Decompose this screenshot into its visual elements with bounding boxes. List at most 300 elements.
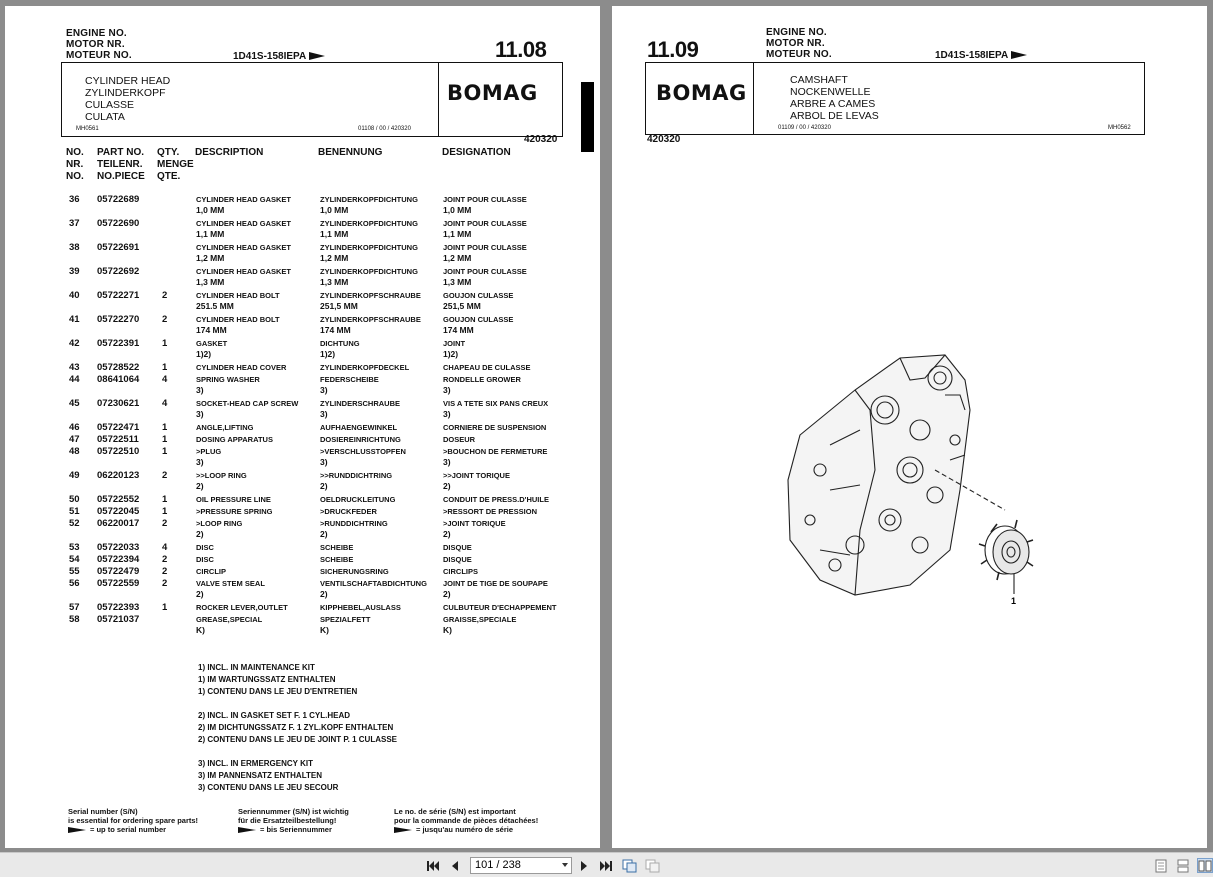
benennung-line: ZYLINDERKOPFDICHTUNG: [320, 267, 418, 276]
designation: [443, 554, 593, 565]
benennung: [320, 506, 445, 517]
single-page-view-button[interactable]: [1154, 858, 1168, 873]
description: [196, 266, 321, 288]
benennung: [320, 218, 445, 240]
designation: [443, 242, 593, 264]
part-number: 05722690: [97, 218, 140, 229]
fit-page-button[interactable]: [645, 858, 661, 873]
benennung-line: ZYLINDERKOPFDICHTUNG: [320, 219, 418, 228]
designation-line: CHAPEAU DE CULASSE: [443, 363, 531, 372]
designation-detail: 3): [443, 457, 451, 467]
part-number: 05721037: [97, 614, 140, 625]
row-number: 36: [69, 194, 80, 205]
designation-detail: 174 MM: [443, 325, 474, 335]
designation-line: JOINT POUR CULASSE: [443, 267, 527, 276]
section-title: CAMSHAFT NOCKENWELLE ARBRE A CAMES ARBOL DE LEVAS: [790, 74, 879, 122]
benennung-detail: 2): [320, 529, 328, 539]
description-detail: 1,0 MM: [196, 205, 225, 215]
chevron-down-icon[interactable]: [562, 863, 568, 867]
part-number: 05728522: [97, 362, 140, 373]
prev-page-icon: [450, 860, 460, 872]
designation-detail: 2): [443, 481, 451, 491]
copy-page-button[interactable]: [622, 858, 638, 873]
drawing-id: MH0561: [76, 126, 99, 132]
description: [196, 470, 321, 492]
description-line: DOSING APPARATUS: [196, 435, 273, 444]
part-number: 05722393: [97, 602, 140, 613]
designation-line: CIRCLIPS: [443, 567, 479, 576]
ref-number: 420320: [524, 134, 558, 145]
engine-labels: ENGINE NO. MOTOR NR. MOTEUR NO.: [66, 28, 132, 61]
description: [196, 554, 321, 565]
benennung-line: ZYLINDERKOPFSCHRAUBE: [320, 315, 421, 324]
benennung: [320, 266, 445, 288]
engine-labels: ENGINE NO. MOTOR NR. MOTEUR NO.: [766, 27, 832, 60]
description-detail: 2): [196, 589, 204, 599]
description-line: CYLINDER HEAD BOLT: [196, 315, 280, 324]
designation-line: JOINT POUR CULASSE: [443, 195, 527, 204]
designation-line: JOINT POUR CULASSE: [443, 243, 527, 252]
designation-line: DISQUE: [443, 555, 472, 564]
benennung-line: >VERSCHLUSSTOPFEN: [320, 447, 406, 456]
designation-detail: 3): [443, 385, 451, 395]
designation: [443, 578, 593, 600]
row-number: 54: [69, 554, 80, 565]
benennung: [320, 554, 445, 565]
part-number: 07230621: [97, 398, 140, 409]
last-page-icon: [599, 860, 613, 872]
arrow-right-icon: [238, 827, 256, 833]
benennung-detail: K): [320, 625, 329, 635]
designation-line: RONDELLE GROWER: [443, 375, 521, 384]
description: [196, 338, 321, 360]
row-number: 39: [69, 266, 80, 277]
quantity: 4: [162, 398, 168, 409]
description-line: VALVE STEM SEAL: [196, 579, 265, 588]
designation-line: GRAISSE,SPECIALE: [443, 615, 517, 624]
designation-detail: 1)2): [443, 349, 459, 359]
designation: [443, 542, 593, 553]
benennung: [320, 578, 445, 600]
description: [196, 506, 321, 517]
box-divider: [438, 63, 439, 136]
engine-code: 1D41S-158IEPA: [233, 51, 325, 62]
designation: [443, 566, 593, 577]
benennung: [320, 494, 445, 505]
next-page-icon: [579, 860, 589, 872]
quantity: 1: [162, 446, 168, 457]
first-page-icon: [426, 860, 440, 872]
designation-line: CONDUIT DE PRESS.D'HUILE: [443, 495, 549, 504]
two-page-icon: [1198, 860, 1212, 872]
description-detail: 1,3 MM: [196, 277, 225, 287]
description-line: DISC: [196, 555, 214, 564]
first-page-button[interactable]: [426, 858, 440, 873]
benennung: [320, 566, 445, 577]
description-line: >PLUG: [196, 447, 222, 456]
description-detail: 174 MM: [196, 325, 227, 335]
description-line: CIRCLIP: [196, 567, 226, 576]
benennung: [320, 194, 445, 216]
designation: [443, 362, 593, 373]
description: [196, 194, 321, 216]
benennung-line: FEDERSCHEIBE: [320, 375, 379, 384]
description-line: >PRESSURE SPRING: [196, 507, 273, 516]
description-line: OIL PRESSURE LINE: [196, 495, 271, 504]
col-head-designation: DESIGNATION: [442, 147, 511, 158]
row-number: 37: [69, 218, 80, 229]
part-number: 05722691: [97, 242, 140, 253]
description: [196, 614, 321, 636]
designation-line: >RESSORT DE PRESSION: [443, 507, 537, 516]
description: [196, 434, 321, 445]
quantity: 1: [162, 602, 168, 613]
description: [196, 602, 321, 613]
copy-icon: [622, 859, 638, 873]
row-number: 40: [69, 290, 80, 301]
description: [196, 566, 321, 577]
part-number: 05722033: [97, 542, 140, 553]
benennung: [320, 542, 445, 553]
box-divider: [753, 63, 754, 134]
arrow-right-icon: [394, 827, 412, 833]
part-number: 05722552: [97, 494, 140, 505]
part-number: 05722479: [97, 566, 140, 577]
designation-line: VIS A TETE SIX PANS CREUX: [443, 399, 549, 408]
designation-line: JOINT: [443, 339, 466, 348]
designation-detail: 1,1 MM: [443, 229, 472, 239]
designation: [443, 518, 593, 540]
benennung-line: ZYLINDERKOPFDICHTUNG: [320, 195, 418, 204]
benennung-line: SCHEIBE: [320, 543, 354, 552]
quantity: 2: [162, 470, 168, 481]
part-number: 05722391: [97, 338, 140, 349]
quantity: 2: [162, 554, 168, 565]
benennung-line: ZYLINDERKOPFSCHRAUBE: [320, 291, 421, 300]
benennung-detail: 1,3 MM: [320, 277, 349, 287]
designation: [443, 266, 593, 288]
designation: [443, 290, 593, 312]
benennung: [320, 338, 445, 360]
designation: [443, 470, 593, 492]
col-head-benennung: BENENNUNG: [318, 147, 383, 158]
benennung-detail: 251,5 MM: [320, 301, 358, 311]
part-number: 05722510: [97, 446, 140, 457]
description-line: GASKET: [196, 339, 228, 348]
designation: [443, 218, 593, 240]
benennung-detail: 3): [320, 385, 328, 395]
viewer-toolbar: [0, 852, 1213, 877]
row-number: 45: [69, 398, 80, 409]
part-number: 08641064: [97, 374, 140, 385]
description-detail: 251.5 MM: [196, 301, 234, 311]
description-line: >LOOP RING: [196, 519, 243, 528]
row-number: 51: [69, 506, 80, 517]
description-line: CYLINDER HEAD GASKET: [196, 243, 292, 252]
engine-code: 1D41S-158IEPA: [935, 50, 1027, 61]
part-number: 05722394: [97, 554, 140, 565]
part-number: 05722692: [97, 266, 140, 277]
part-number: 05722471: [97, 422, 140, 433]
description: [196, 374, 321, 396]
designation-line: CORNIERE DE SUSPENSION: [443, 423, 547, 432]
benennung-detail: 1,0 MM: [320, 205, 349, 215]
designation-line: >>JOINT TORIQUE: [443, 471, 510, 480]
designation-line: CULBUTEUR D'ECHAPPEMENT: [443, 603, 557, 612]
quantity: 2: [162, 578, 168, 589]
quantity: 1: [162, 506, 168, 517]
quantity: 1: [162, 434, 168, 445]
designation: [443, 614, 593, 636]
description-detail: 1,2 MM: [196, 253, 225, 263]
designation-line: >BOUCHON DE FERMETURE: [443, 447, 548, 456]
benennung-line: SPEZIALFETT: [320, 615, 371, 624]
description-line: CYLINDER HEAD GASKET: [196, 195, 292, 204]
benennung: [320, 374, 445, 396]
description: [196, 398, 321, 420]
footer-german: Seriennummer (S/N) ist wichtig für die Ersatzteilbestellung! = bis Seriennummer: [238, 807, 349, 834]
drawing-id: MH0562: [1108, 125, 1131, 131]
benennung: [320, 422, 445, 433]
benennung-detail: 1,1 MM: [320, 229, 349, 239]
col-head-part: PART NO. TEILENR. NO.PIECE: [97, 147, 145, 182]
designation-detail: 1,3 MM: [443, 277, 472, 287]
arrow-right-icon: [309, 52, 325, 60]
description-detail: 3): [196, 457, 204, 467]
benennung-line: KIPPHEBEL,AUSLASS: [320, 603, 401, 612]
benennung-line: SICHERUNGSRING: [320, 567, 389, 576]
designation-detail: 1,0 MM: [443, 205, 472, 215]
benennung-line: VENTILSCHAFTABDICHTUNG: [320, 579, 427, 588]
part-number: 05722511: [97, 434, 139, 445]
benennung: [320, 314, 445, 336]
description-detail: 1)2): [196, 349, 212, 359]
benennung: [320, 446, 445, 468]
two-page-view-button[interactable]: [1197, 858, 1213, 873]
designation: [443, 494, 593, 505]
col-head-description: DESCRIPTION: [195, 147, 264, 158]
arrow-right-icon: [68, 827, 86, 833]
designation-detail: 2): [443, 529, 451, 539]
benennung-line: ZYLINDERKOPFDECKEL: [320, 363, 410, 372]
callout-1: 1: [1011, 596, 1017, 606]
designation-line: GOUJON CULASSE: [443, 291, 514, 300]
benennung-detail: 1)2): [320, 349, 336, 359]
designation: [443, 338, 593, 360]
description-line: DISC: [196, 543, 214, 552]
description-detail: K): [196, 625, 205, 635]
continuous-view-button[interactable]: [1176, 858, 1190, 873]
col-head-no: NO. NR. NO.: [66, 147, 84, 182]
benennung: [320, 242, 445, 264]
title-box: [61, 62, 563, 137]
designation: [443, 446, 593, 468]
part-number: 05722559: [97, 578, 140, 589]
designation-line: JOINT DE TIGE DE SOUPAPE: [443, 579, 548, 588]
designation-line: >JOINT TORIQUE: [443, 519, 506, 528]
designation: [443, 422, 593, 433]
row-number: 57: [69, 602, 80, 613]
benennung-detail: 1,2 MM: [320, 253, 349, 263]
page-number-field[interactable]: 101 / 238: [470, 857, 572, 874]
footer-french: Le no. de série (S/N) est important pour la commande de pièces détachées! = jusqu'au numéro de série: [394, 807, 539, 834]
quantity: 2: [162, 290, 168, 301]
description-line: SOCKET-HEAD CAP SCREW: [196, 399, 299, 408]
description-detail: 2): [196, 529, 204, 539]
row-number: 55: [69, 566, 80, 577]
prev-page-button[interactable]: [449, 858, 461, 873]
designation: [443, 602, 593, 613]
single-page-icon: [1155, 859, 1167, 873]
designation-line: GOUJON CULASSE: [443, 315, 514, 324]
description: [196, 242, 321, 264]
description: [196, 494, 321, 505]
row-number: 48: [69, 446, 80, 457]
benennung: [320, 470, 445, 492]
designation-line: DOSEUR: [443, 435, 476, 444]
designation: [443, 434, 593, 445]
benennung-detail: 3): [320, 409, 328, 419]
row-number: 46: [69, 422, 80, 433]
benennung-detail: 3): [320, 457, 328, 467]
row-number: 38: [69, 242, 80, 253]
designation-detail: 251,5 MM: [443, 301, 481, 311]
description-detail: 3): [196, 385, 204, 395]
quantity: 1: [162, 494, 168, 505]
quantity: 1: [162, 422, 168, 433]
description: [196, 446, 321, 468]
benennung: [320, 614, 445, 636]
designation: [443, 194, 593, 216]
description-line: SPRING WASHER: [196, 375, 260, 384]
title-box: [645, 62, 1145, 135]
camshaft-exploded-drawing: [760, 350, 1040, 610]
row-number: 44: [69, 374, 80, 385]
benennung-line: AUFHAENGEWINKEL: [320, 423, 398, 432]
footer-english: Serial number (S/N) is essential for ordering spare parts! = up to serial number: [68, 807, 199, 834]
row-number: 49: [69, 470, 80, 481]
part-number: 05722045: [97, 506, 140, 517]
benennung-line: >DRUCKFEDER: [320, 507, 377, 516]
row-number: 58: [69, 614, 80, 625]
benennung-line: ZYLINDERKOPFDICHTUNG: [320, 243, 418, 252]
description-line: ROCKER LEVER,OUTLET: [196, 603, 288, 612]
doc-code: 01108 / 00 / 420320: [358, 126, 411, 132]
row-number: 47: [69, 434, 80, 445]
designation: [443, 398, 593, 420]
benennung-line: DOSIEREINRICHTUNG: [320, 435, 401, 444]
quantity: 2: [162, 518, 168, 529]
bomag-logo: BOMAG: [656, 81, 747, 105]
description-line: CYLINDER HEAD COVER: [196, 363, 287, 372]
fit-page-icon: [645, 859, 661, 873]
row-number: 43: [69, 362, 80, 373]
benennung-line: ZYLINDERSCHRAUBE: [320, 399, 401, 408]
benennung-detail: 2): [320, 589, 328, 599]
part-number: 06220017: [97, 518, 140, 529]
ref-number: 420320: [647, 134, 681, 145]
designation: [443, 314, 593, 336]
benennung: [320, 518, 445, 540]
benennung: [320, 290, 445, 312]
designation-line: DISQUE: [443, 543, 472, 552]
quantity: 4: [162, 374, 168, 385]
quantity: 2: [162, 566, 168, 577]
part-number: 06220123: [97, 470, 140, 481]
description: [196, 518, 321, 540]
description: [196, 542, 321, 553]
next-page-button[interactable]: [578, 858, 590, 873]
page-number: 11.08: [495, 37, 547, 62]
designation-detail: K): [443, 625, 452, 635]
designation-line: JOINT POUR CULASSE: [443, 219, 527, 228]
description-line: CYLINDER HEAD GASKET: [196, 267, 292, 276]
description: [196, 218, 321, 240]
designation-detail: 1,2 MM: [443, 253, 472, 263]
section-tab-marker: [581, 82, 594, 152]
doc-code: 01109 / 00 / 420320: [778, 125, 831, 131]
description-line: >>LOOP RING: [196, 471, 247, 480]
continuous-page-icon: [1177, 859, 1189, 873]
part-number: 05722270: [97, 314, 140, 325]
description-line: CYLINDER HEAD GASKET: [196, 219, 292, 228]
quantity: 4: [162, 542, 168, 553]
arrow-right-icon: [1011, 51, 1027, 59]
quantity: 2: [162, 314, 168, 325]
designation-detail: 3): [443, 409, 451, 419]
page-number: 11.09: [647, 37, 699, 62]
part-number: 05722689: [97, 194, 140, 205]
section-title: CYLINDER HEAD ZYLINDERKOPF CULASSE CULATA: [85, 75, 171, 123]
benennung-detail: 2): [320, 481, 328, 491]
col-head-qty: QTY. MENGE QTE.: [157, 147, 194, 182]
description: [196, 290, 321, 312]
designation: [443, 506, 593, 517]
description: [196, 314, 321, 336]
quantity: 1: [162, 338, 168, 349]
benennung-line: >>RUNDDICHTRING: [320, 471, 393, 480]
description: [196, 578, 321, 600]
page-left: [5, 6, 600, 848]
description-line: GREASE,SPECIAL: [196, 615, 263, 624]
row-number: 56: [69, 578, 80, 589]
description-detail: 1,1 MM: [196, 229, 225, 239]
description-detail: 3): [196, 409, 204, 419]
benennung-detail: 174 MM: [320, 325, 351, 335]
description-line: CYLINDER HEAD BOLT: [196, 291, 280, 300]
part-number: 05722271: [97, 290, 140, 301]
benennung: [320, 362, 445, 373]
designation-detail: 2): [443, 589, 451, 599]
row-number: 53: [69, 542, 80, 553]
description: [196, 422, 321, 433]
benennung-line: OELDRUCKLEITUNG: [320, 495, 396, 504]
benennung-line: >RUNDDICHTRING: [320, 519, 388, 528]
designation: [443, 374, 593, 396]
row-number: 50: [69, 494, 80, 505]
benennung: [320, 602, 445, 613]
row-number: 52: [69, 518, 80, 529]
benennung-line: DICHTUNG: [320, 339, 360, 348]
benennung: [320, 398, 445, 420]
description-detail: 2): [196, 481, 204, 491]
row-number: 42: [69, 338, 80, 349]
bomag-logo: BOMAG: [447, 81, 538, 105]
benennung: [320, 434, 445, 445]
description-line: ANGLE,LIFTING: [196, 423, 254, 432]
last-page-button[interactable]: [599, 858, 613, 873]
row-number: 41: [69, 314, 80, 325]
